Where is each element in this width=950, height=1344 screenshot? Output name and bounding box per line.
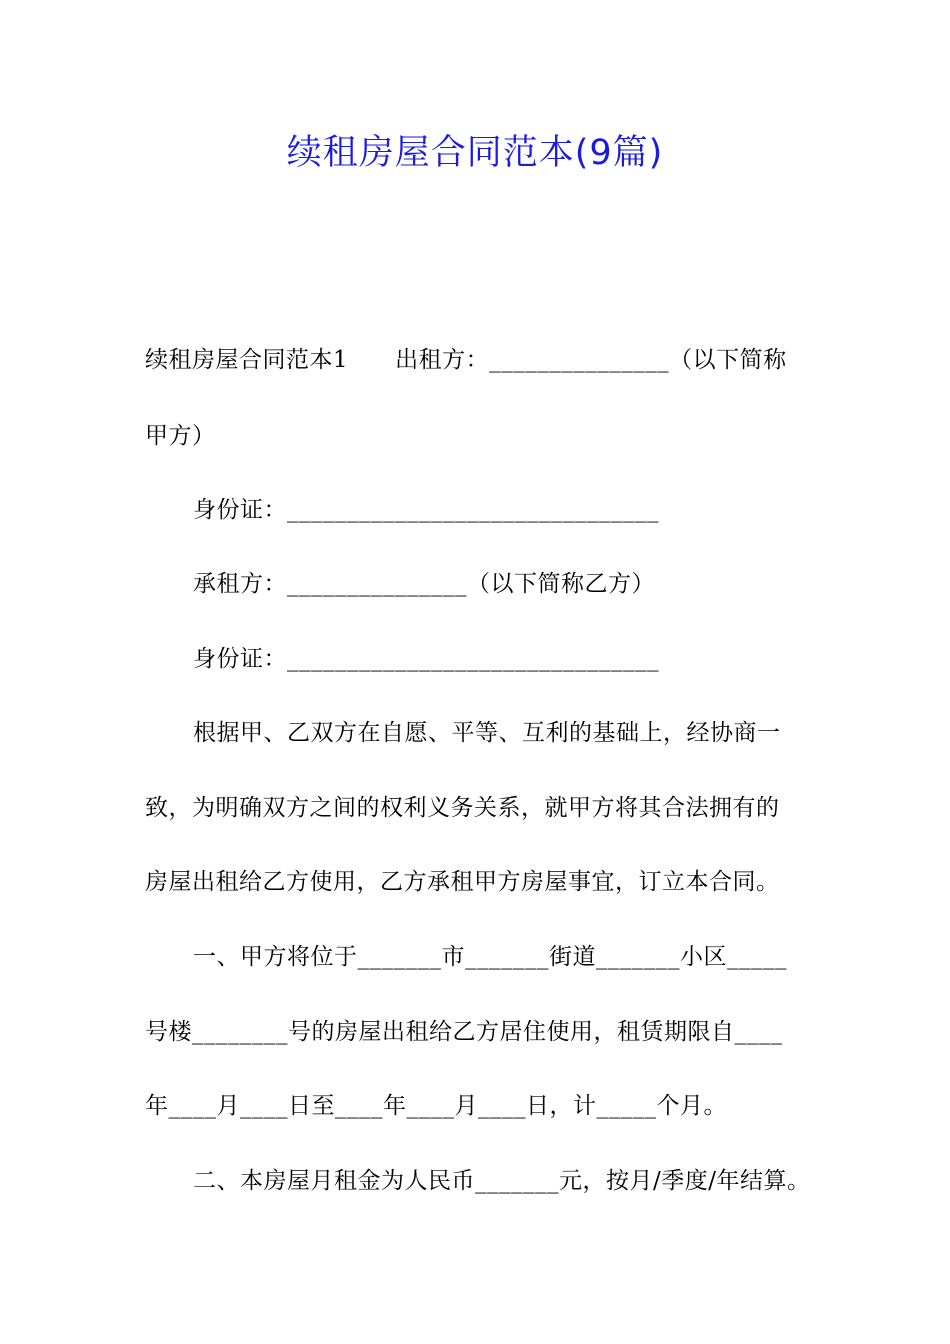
contract-heading-lessor-line: 续租房屋合同范本1 出租方：_______________（以下简称 (145, 347, 787, 373)
lessee-line: 承租方：_______________（以下简称乙方） (193, 571, 655, 597)
clause-1-line-3: 年____月____日至____年____月____日，计_____个月。 (145, 1093, 727, 1119)
clause-1-line-1: 一、甲方将位于_______市_______街道_______小区_____ (193, 944, 787, 970)
preamble-line-2: 致，为明确双方之间的权利义务关系，就甲方将其合法拥有的 (145, 795, 780, 821)
clause-2-line-1: 二、本房屋月租金为人民币_______元，按月/季度/年结算。 (193, 1168, 811, 1194)
preamble-line-1: 根据甲、乙双方在自愿、平等、互利的基础上，经协商一 (193, 720, 781, 746)
lessor-id-line: 身份证：_______________________________ (193, 497, 659, 523)
preamble-line-3: 房屋出租给乙方使用，乙方承租甲方房屋事宜，订立本合同。 (145, 869, 780, 895)
lessee-id-line: 身份证：_______________________________ (193, 646, 659, 672)
lessor-abbreviation-line: 甲方） (145, 423, 216, 449)
clause-1-line-2: 号楼________号的房屋出租给乙方居住使用，租赁期限自____ (145, 1019, 783, 1045)
document-title: 续租房屋合同范本(9篇) (286, 133, 664, 173)
